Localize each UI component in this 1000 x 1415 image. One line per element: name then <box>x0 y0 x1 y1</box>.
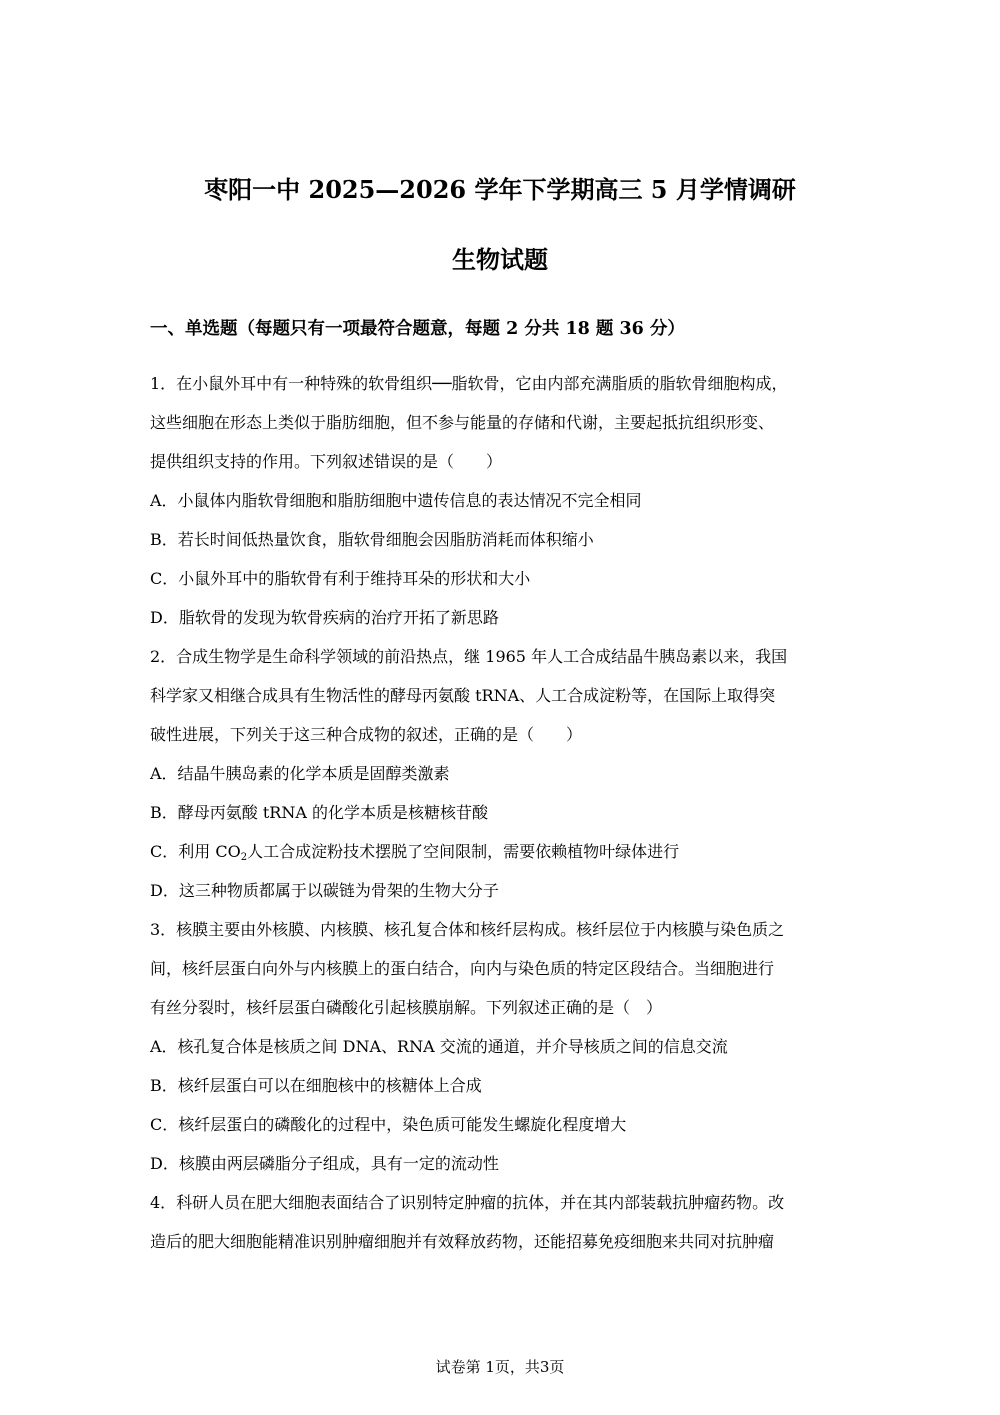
question-3 <box>150 910 865 1183</box>
exam-subtitle: 生物试题 <box>452 245 548 274</box>
question-list <box>150 364 865 1261</box>
question-4 <box>150 1183 865 1261</box>
exam-title: 枣阳一中 2025—2026 学年下学期高三 5 月学情调研 <box>204 175 796 204</box>
option-a: A．小鼠体内脂软骨细胞和脂肪细胞中遗传信息的表达情况不完全相同 <box>150 491 642 510</box>
question-stem-line: 2．合成生物学是生命科学领域的前沿热点，继 1965 年人工合成结晶牛胰岛素以来，我国 <box>150 647 788 666</box>
question-1 <box>150 364 865 637</box>
question-stem-line: 4．科研人员在肥大细胞表面结合了识别特定肿瘤的抗体，并在其内部装载抗肿瘤药物。改 <box>150 1193 785 1212</box>
question-stem-line: 造后的肥大细胞能精准识别肿瘤细胞并有效释放药物，还能招募免疫细胞来共同对抗肿瘤 <box>150 1232 775 1251</box>
section-heading: 一、单选题（每题只有一项最符合题意，每题 2 分共 18 题 36 分） <box>150 319 685 339</box>
option-c-text-end: 人工合成淀粉技术摆脱了空间限制，需要依赖植物叶绿体进行 <box>247 842 680 861</box>
co2-subscript: 2 <box>240 852 248 863</box>
question-stem-line: 3．核膜主要由外核膜、内核膜、核孔复合体和核纤层构成。核纤层位于内核膜与染色质之 <box>150 920 785 939</box>
question-2 <box>150 637 865 910</box>
option-b: B．酵母丙氨酸 tRNA 的化学本质是核糖核苷酸 <box>150 803 488 822</box>
option-d: D．脂软骨的发现为软骨疾病的治疗开拓了新思路 <box>150 608 499 627</box>
question-stem-line: 科学家又相继合成具有生物活性的酵母丙氨酸 tRNA、人工合成淀粉等，在国际上取得突 <box>150 686 776 705</box>
option-c <box>150 832 865 871</box>
option-a: A．结晶牛胰岛素的化学本质是固醇类激素 <box>150 764 450 783</box>
question-stem-line: 有丝分裂时，核纤层蛋白磷酸化引起核膜崩解。下列叙述正确的是（ ） <box>150 998 663 1017</box>
option-c: C．小鼠外耳中的脂软骨有利于维持耳朵的形状和大小 <box>150 569 531 588</box>
page-footer: 试卷第 1页，共3页 <box>435 1358 565 1376</box>
question-stem-line: 这些细胞在形态上类似于脂肪细胞，但不参与能量的存储和代谢，主要起抵抗组织形变、 <box>150 413 775 432</box>
question-stem-line: 间，核纤层蛋白向外与内核膜上的蛋白结合，向内与染色质的特定区段结合。当细胞进行 <box>150 959 775 978</box>
question-stem-line: 1．在小鼠外耳中有一种特殊的软骨组织──脂软骨，它由内部充满脂质的脂软骨细胞构成， <box>150 374 788 393</box>
option-d: D．这三种物质都属于以碳链为骨架的生物大分子 <box>150 881 499 900</box>
option-b: B．核纤层蛋白可以在细胞核中的核糖体上合成 <box>150 1076 482 1095</box>
option-a: A．核孔复合体是核质之间 DNA、RNA 交流的通道，并介导核质之间的信息交流 <box>150 1037 728 1056</box>
option-c-text-start: C．利用 CO <box>150 842 241 861</box>
option-c: C．核纤层蛋白的磷酸化的过程中，染色质可能发生螺旋化程度增大 <box>150 1115 627 1134</box>
option-b: B．若长时间低热量饮食，脂软骨细胞会因脂肪消耗而体积缩小 <box>150 530 594 549</box>
question-stem-line: 破性进展，下列关于这三种合成物的叙述，正确的是（ ） <box>150 725 583 744</box>
question-stem-line: 提供组织支持的作用。下列叙述错误的是（ ） <box>150 452 503 471</box>
option-d: D．核膜由两层磷脂分子组成，具有一定的流动性 <box>150 1154 499 1173</box>
